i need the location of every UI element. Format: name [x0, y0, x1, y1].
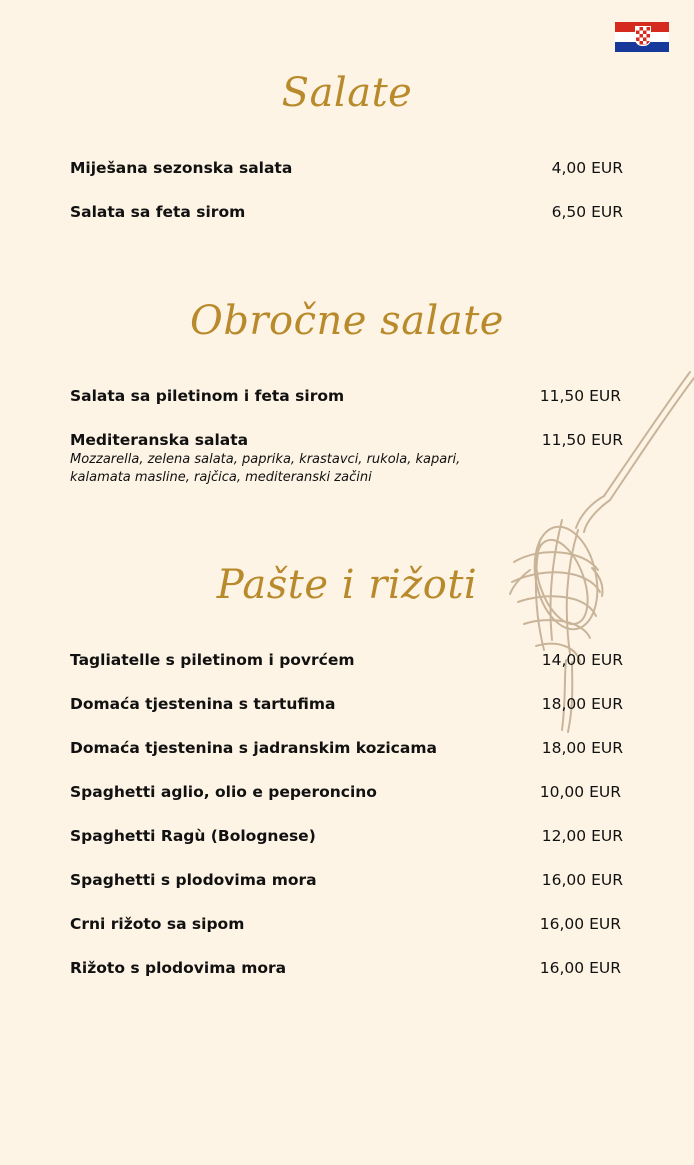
menu-item	[70, 783, 623, 801]
menu-item-name: Spaghetti aglio, olio e peperoncino	[70, 783, 377, 801]
fork-spaghetti-illustration-icon	[500, 370, 694, 740]
menu-item-price: 11,50 EUR	[541, 431, 623, 449]
menu-item-name: Salata sa feta sirom	[70, 203, 246, 221]
menu-item-price: 10,00 EUR	[539, 783, 621, 801]
menu-item	[70, 827, 623, 845]
menu-item	[70, 739, 623, 757]
menu-item	[70, 695, 623, 713]
menu-item-price: 6,50 EUR	[551, 203, 623, 221]
menu-item	[70, 387, 623, 405]
menu-item-name: Rižoto s plodovima mora	[70, 959, 287, 977]
menu-item-name: Domaća tjestenina s jadranskim kozicama	[70, 739, 437, 757]
section-title-salate: Salate	[281, 70, 413, 116]
menu-item-price: 16,00 EUR	[541, 871, 623, 889]
menu-item-name: Crni rižoto sa sipom	[70, 915, 245, 933]
section-title-paste-i-rizoti: Pašte i rižoti	[216, 562, 478, 608]
menu-item	[70, 651, 623, 669]
menu-item-price: 12,00 EUR	[541, 827, 623, 845]
menu-item-name: Salata sa piletinom i feta sirom	[70, 387, 345, 405]
menu-item	[70, 871, 623, 889]
menu-item-price: 4,00 EUR	[551, 159, 623, 177]
menu-item-name: Spaghetti s plodovima mora	[70, 871, 317, 889]
menu-item-price: 16,00 EUR	[539, 915, 621, 933]
croatian-flag-icon[interactable]	[615, 22, 669, 52]
menu-item-price: 16,00 EUR	[539, 959, 621, 977]
menu-item	[70, 959, 623, 977]
menu-item-name: Miješana sezonska salata	[70, 159, 293, 177]
menu-item-price: 11,50 EUR	[539, 387, 621, 405]
menu-item-name: Domaća tjestenina s tartufima	[70, 695, 336, 713]
menu-item-price: 18,00 EUR	[541, 739, 623, 757]
menu-item	[70, 915, 623, 933]
menu-item	[70, 431, 623, 487]
section-title-obrocne-salate: Obročne salate	[190, 298, 504, 344]
menu-item-name: Tagliatelle s piletinom i povrćem	[70, 651, 355, 669]
menu-item	[70, 159, 623, 177]
menu-item-description: Mozzarella, zelena salata, paprika, krastavci, rukola, kapari, kalamata masline, rajčica, mediteranski začini	[70, 452, 461, 485]
menu-item-price: 18,00 EUR	[541, 695, 623, 713]
menu-item-name: Mediteranska salata	[70, 431, 249, 449]
menu-item-name: Spaghetti Ragù (Bolognese)	[70, 827, 316, 845]
flag-shield	[635, 26, 651, 46]
menu-item	[70, 203, 623, 221]
menu-item-price: 14,00 EUR	[541, 651, 623, 669]
